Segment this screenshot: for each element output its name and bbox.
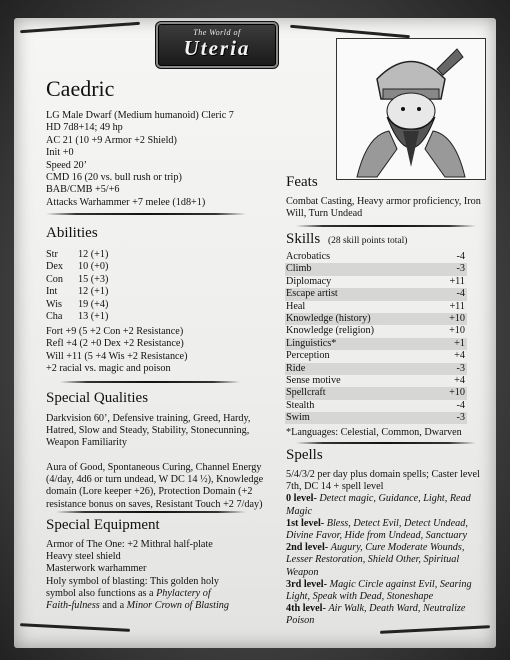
ability-key: Dex xyxy=(46,261,63,273)
equipment-item: Armor of The One: +2 Mithral half-plate xyxy=(46,539,213,550)
spell-level: 3rd level- Magic Circle against Evil, Searing Light, Speak with Dead, Stoneshape xyxy=(286,578,472,603)
spell-list: Bless, Detect Evil, Detect Undead, Divine Favor, Hide from Undead, Sanctuary xyxy=(286,517,468,542)
spell-level: 0 level- Detect magic, Guidance, Light, Read Magic xyxy=(286,493,471,517)
skill-value: -3 xyxy=(456,412,465,424)
skill-row xyxy=(285,288,467,300)
languages-note: *Languages: Celestial, Common, Dwarven xyxy=(286,427,462,438)
skill-row xyxy=(285,363,467,375)
skill-name: Knowledge (religion) xyxy=(286,325,374,337)
skill-value: -4 xyxy=(456,288,465,300)
stat-line: Init +0 xyxy=(46,147,74,159)
spell-list: Magic Circle against Evil, Searing Light, Speak with Dead, Stoneshape xyxy=(286,578,472,603)
skill-value: +10 xyxy=(449,312,465,324)
equipment-heading: Special Equipment xyxy=(46,517,160,533)
skill-value: +11 xyxy=(449,300,465,312)
ability-value: 12 (+1) xyxy=(78,286,109,298)
spell-list: Augury, Cure Moderate Wounds, Lesser Restoration, Shield Other, Spiritual Weapon xyxy=(286,542,465,578)
skill-name: Linguistics* xyxy=(286,337,337,349)
phylactery-name: Phylactery of Faith-fulness xyxy=(46,587,211,612)
equipment-item xyxy=(46,576,236,613)
ability-key: Str xyxy=(46,249,58,260)
skill-row xyxy=(285,313,467,325)
section-divider xyxy=(296,225,476,227)
world-banner xyxy=(158,24,276,66)
crown-name: Minor Crown of Blasting xyxy=(126,600,229,612)
skill-name: Heal xyxy=(286,300,306,312)
ability-row xyxy=(46,249,246,261)
skill-name: Diplomacy xyxy=(286,275,332,287)
save-line: Refl +4 (2 +0 Dex +2 Resistance) xyxy=(46,338,184,350)
skill-row xyxy=(285,338,467,350)
ability-key: Int xyxy=(46,286,58,298)
ability-value: 15 (+3) xyxy=(78,273,109,285)
section-divider xyxy=(46,213,246,215)
skill-row xyxy=(285,263,467,275)
skill-value: -3 xyxy=(456,362,465,374)
spell-list: Air Walk, Death Ward, Neutralize Poison xyxy=(286,603,466,627)
ability-key: Cha xyxy=(46,311,63,323)
skill-row xyxy=(285,387,467,399)
skill-name: Ride xyxy=(286,362,306,374)
stat-line: BAB/CMB +5/+6 xyxy=(46,184,120,196)
skill-value: +10 xyxy=(449,387,465,399)
ability-key: Wis xyxy=(46,298,63,310)
skill-row xyxy=(285,276,467,288)
spells-intro: 5/4/3/2 per day plus domain spells; Caster level 7th, DC 14 + spell level xyxy=(286,469,480,493)
abilities-heading: Abilities xyxy=(46,225,98,241)
spells-heading: Spells xyxy=(286,447,323,463)
save-line: +2 racial vs. magic and poison xyxy=(46,363,171,375)
skills-table xyxy=(285,251,467,424)
equipment-item: Heavy steel shield xyxy=(46,551,121,563)
skill-value: +10 xyxy=(449,325,465,337)
skill-row xyxy=(285,301,467,313)
spell-level-label: 1st level xyxy=(286,517,321,529)
section-divider xyxy=(296,442,476,444)
character-name: Caedric xyxy=(46,76,115,101)
qualities-class: Aura of Good, Spontaneous Curing, Channel Energy (4/day, 4d6 or turn undead, W DC 14 ½), Knowledge domain (Lore keeper +26), Protection Domain (+2 resistance bonus on saves, Resistant Touch +2 7/day) xyxy=(46,462,264,510)
spell-level-label: 2nd level xyxy=(286,542,325,554)
skill-name: Swim xyxy=(286,412,310,424)
skill-row xyxy=(285,325,467,337)
ability-row xyxy=(46,261,246,273)
spell-level-label: 3rd level xyxy=(286,578,324,590)
qualities-racial: Darkvision 60’, Defensive training, Greed, Hardy, Hatred, Slow and Steady, Stability, Stonecunning, Weapon Familiarity xyxy=(46,413,251,449)
save-line: Will +11 (5 +4 Wis +2 Resistance) xyxy=(46,350,188,362)
ability-scores xyxy=(46,249,246,323)
spell-list: Detect magic, Guidance, Light, Read Magic xyxy=(286,493,471,517)
spell-level: 4th level- Air Walk, Death Ward, Neutralize Poison xyxy=(286,603,466,627)
skill-value: +1 xyxy=(454,337,465,349)
equipment-item: Masterwork warhammer xyxy=(46,563,147,575)
ability-row xyxy=(46,311,246,323)
ability-key: Con xyxy=(46,273,63,285)
ability-row xyxy=(46,299,246,311)
skill-name: Climb xyxy=(286,263,312,275)
skill-name: Spellcraft xyxy=(286,387,326,399)
skill-value: +4 xyxy=(454,350,465,362)
skill-value: +4 xyxy=(454,374,465,386)
stat-line: HD 7d8+14; 49 hp xyxy=(46,122,123,134)
ability-row xyxy=(46,274,246,286)
skill-name: Sense motive xyxy=(286,374,341,386)
feats-heading: Feats xyxy=(286,174,318,190)
skill-value: -3 xyxy=(456,263,465,275)
saving-throws xyxy=(46,326,256,376)
skill-row xyxy=(285,350,467,362)
spell-level: 2nd level- Augury, Cure Moderate Wounds, Lesser Restoration, Shield Other, Spiritual Weapon xyxy=(286,542,465,578)
stat-line: LG Male Dwarf (Medium humanoid) Cleric 7 xyxy=(46,110,234,121)
holy-symbol-desc: Holy symbol of blasting: This golden holy symbol also functions as a xyxy=(46,575,219,599)
feats-text: Combat Casting, Heavy armor proficiency, Iron Will, Turn Undead xyxy=(286,196,481,220)
stat-line: AC 21 (10 +9 Armor +2 Shield) xyxy=(46,134,177,146)
skill-name: Perception xyxy=(286,350,330,362)
ability-value: 12 (+1) xyxy=(78,249,109,260)
spells-block xyxy=(286,469,482,628)
spell-level-label: 0 level xyxy=(286,493,314,505)
equipment-list xyxy=(46,539,278,612)
skill-name: Stealth xyxy=(286,399,315,411)
stat-line: Speed 20’ xyxy=(46,159,88,171)
ability-row xyxy=(46,286,246,298)
section-divider xyxy=(60,381,240,383)
spell-level-label: 4th level xyxy=(286,603,323,615)
skills-subtitle: (28 skill points total) xyxy=(327,236,408,246)
skills-title: Skills xyxy=(286,231,321,247)
spell-level: 1st level- Bless, Detect Evil, Detect Undead, Divine Favor, Hide from Undead, Sanctuary xyxy=(286,517,468,542)
skill-value: -4 xyxy=(456,251,465,262)
stat-line: Attacks Warhammer +7 melee (1d8+1) xyxy=(46,196,206,208)
section-divider xyxy=(56,511,246,513)
banner-title: Uteria xyxy=(183,36,251,60)
banner-subtitle: The World of xyxy=(193,28,241,37)
skill-name: Knowledge (history) xyxy=(286,312,371,324)
skill-name: Acrobatics xyxy=(286,251,331,262)
dwarf-cleric-illustration xyxy=(337,39,485,179)
stat-line: CMD 16 (20 vs. bull rush or trip) xyxy=(46,172,182,184)
skill-row xyxy=(285,375,467,387)
skill-name: Escape artist xyxy=(286,288,338,300)
skill-value: -4 xyxy=(456,399,465,411)
stat-block xyxy=(46,110,276,209)
conjunction: and a xyxy=(99,600,127,612)
skill-row xyxy=(285,400,467,412)
qualities-heading: Special Qualities xyxy=(46,390,149,406)
save-line: Fort +9 (5 +2 Con +2 Resistance) xyxy=(46,326,184,337)
skill-value: +11 xyxy=(449,275,465,287)
ability-value: 10 (+0) xyxy=(78,261,109,273)
ability-value: 19 (+4) xyxy=(78,298,109,310)
skills-heading xyxy=(286,231,407,248)
skill-row xyxy=(285,251,467,263)
ability-value: 13 (+1) xyxy=(78,311,109,323)
skill-row xyxy=(285,412,467,424)
character-portrait xyxy=(336,38,486,180)
